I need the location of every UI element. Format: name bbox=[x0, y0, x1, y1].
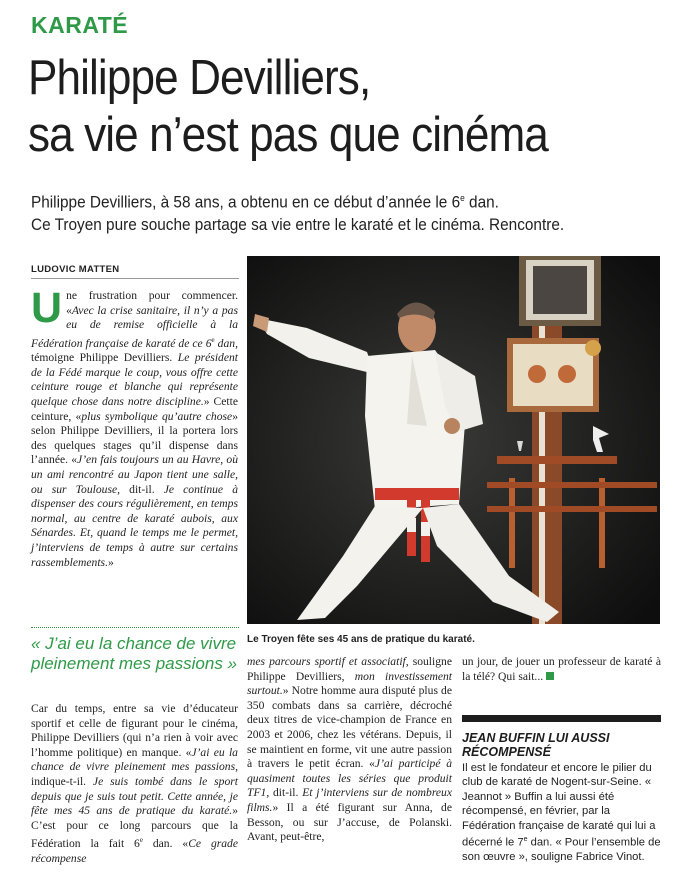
drop-cap: U bbox=[31, 284, 63, 332]
quote-run: J’ai eu la chance de vivre pleinement mes passions, bbox=[31, 745, 238, 774]
text-run: dan. « bbox=[142, 837, 189, 851]
karate-photo-illustration bbox=[247, 256, 660, 624]
byline: LUDOVIC MATTEN bbox=[31, 264, 120, 275]
text-run: dit-il. bbox=[120, 482, 164, 496]
article-photo bbox=[247, 256, 660, 624]
photo-caption: Le Troyen fête ses 45 ans de pratique du karaté. bbox=[247, 634, 475, 645]
headline-line-1: Philippe Devilliers, bbox=[28, 51, 371, 105]
quote-run: Je suis tombé dans le sport depuis que je suis tout petit. Cette année, je fête mes 45 ans de pratique du karaté. bbox=[31, 774, 238, 818]
text-run: Il est le fondateur et encore le pilier du club de karaté de Nogent-sur-Seine. « Jeannot » Buffin a lui aussi été récompensé, en février, par la Fédération française de karaté qui lui a décerné le 7 bbox=[462, 762, 656, 849]
text-run: indique-t-il. bbox=[31, 774, 93, 788]
quote-run: J’ai participé à quasiment toutes les séries que produit TF1 bbox=[247, 757, 452, 800]
text-run: souligne Philippe Devilliers, bbox=[247, 655, 452, 683]
sup: e bbox=[139, 836, 143, 845]
pull-quote: « J’ai eu la chance de vivre pleinement mes passions » bbox=[31, 634, 238, 673]
quote-run: mes parcours sportif et associatif, bbox=[247, 655, 409, 668]
sidebar-box-title: JEAN BUFFIN LUI AUSSI RÉCOMPENSÉ bbox=[462, 731, 610, 759]
quote-run: dan bbox=[214, 336, 236, 350]
section-tag: KARATÉ bbox=[31, 12, 129, 38]
body-column-2 bbox=[247, 655, 452, 845]
deck-sup: e bbox=[460, 193, 465, 203]
quote-run: Et j’interviens sur de nombreux films. bbox=[247, 786, 452, 814]
deck-text: dan. bbox=[464, 193, 499, 212]
body-column-1 bbox=[31, 702, 238, 866]
deck-line-1 bbox=[31, 187, 626, 214]
deck-line-2: Ce Troyen pure souche partage sa vie entre le karaté et le cinéma. Rencontre. bbox=[31, 215, 565, 234]
text-run: dan. « Pour l’ensemble de son œuvre », souligne Fabrice Vinot. bbox=[462, 836, 661, 864]
body-column-3 bbox=[462, 655, 661, 684]
quote-run: Le président de la Fédé marque le coup, vous offre cette ceinture rouge et blanche qui représente quelque chose dans notre discipline. bbox=[31, 351, 238, 409]
text-run: » selon Philippe Devilliers, il la portera lors des quelques stages qu’il dispense dans l’année. « bbox=[31, 409, 238, 467]
end-mark-icon bbox=[546, 672, 554, 680]
text-run: » Notre homme aura disputé plus de 350 combats dans sa carrière, décroché deux titres de vice-champion de France en 2003 et 2006, chez les vétérans. Depuis, il se maintient en forme, vit une autre passion à travers le petit écran. « bbox=[247, 684, 452, 771]
text-run: un jour, de jouer un professeur de karaté à la télé? Qui sait... bbox=[462, 655, 661, 683]
quote-run: Ce grade récompense bbox=[31, 837, 239, 865]
text-run: , dit-il. bbox=[266, 786, 303, 800]
deck-text: Philippe Devilliers, à 58 ans, a obtenu en ce début d’année le 6 bbox=[31, 193, 461, 212]
sidebar-box-bar bbox=[462, 715, 661, 722]
pullquote-rule bbox=[31, 627, 239, 628]
quote-run: Je continue à dispenser des cours régulièrement, en temps normal, au centre de karaté aubois, aux Sénardes. Et, quand le temps me le permet, j’interviens de temps à autre sur certains rassemblements. bbox=[31, 482, 238, 569]
quote-run: mon investissement surtout. bbox=[247, 669, 452, 698]
headline-line-2: sa vie n’est pas que cinéma bbox=[28, 108, 548, 162]
text-run: » bbox=[107, 555, 114, 569]
deck bbox=[31, 187, 626, 236]
quote-run: J’en fais toujours un au Havre, où un ami rencontré au Japon tient une salle, ou sur Toulouse, bbox=[31, 453, 238, 496]
text-run: » C’est pour ce long parcours que la Fédération la fait 6 bbox=[31, 804, 238, 851]
text-run: , témoigne Philippe Devilliers. bbox=[31, 336, 238, 365]
sup: e bbox=[523, 836, 528, 844]
text-run: ne frustration pour commencer. « bbox=[66, 289, 238, 317]
text-run: » Il a été figurant sur Anna, de Besson, ou sur J’accuse, de Polanski. Avant, peut-être, bbox=[247, 800, 452, 844]
sup: e bbox=[211, 335, 215, 344]
byline-rule bbox=[31, 278, 239, 279]
quote-run: plus symbolique qu’autre chose bbox=[81, 409, 233, 423]
quote-run: Avec la crise sanitaire, il n’y a pas eu de remise officielle à la Fédération française de karaté de ce 6 bbox=[31, 303, 238, 350]
text-run: » Cette ceinture, « bbox=[31, 395, 238, 423]
lead-paragraph bbox=[31, 284, 238, 570]
headline bbox=[28, 50, 604, 164]
text-run: Car du temps, entre sa vie d’éducateur sportif et celle de figurant pour le cinéma, Philippe Devilliers (qui n’a rien à voir avec l’homme politique) en manque. « bbox=[31, 702, 238, 759]
sidebar-box-text bbox=[462, 761, 661, 865]
